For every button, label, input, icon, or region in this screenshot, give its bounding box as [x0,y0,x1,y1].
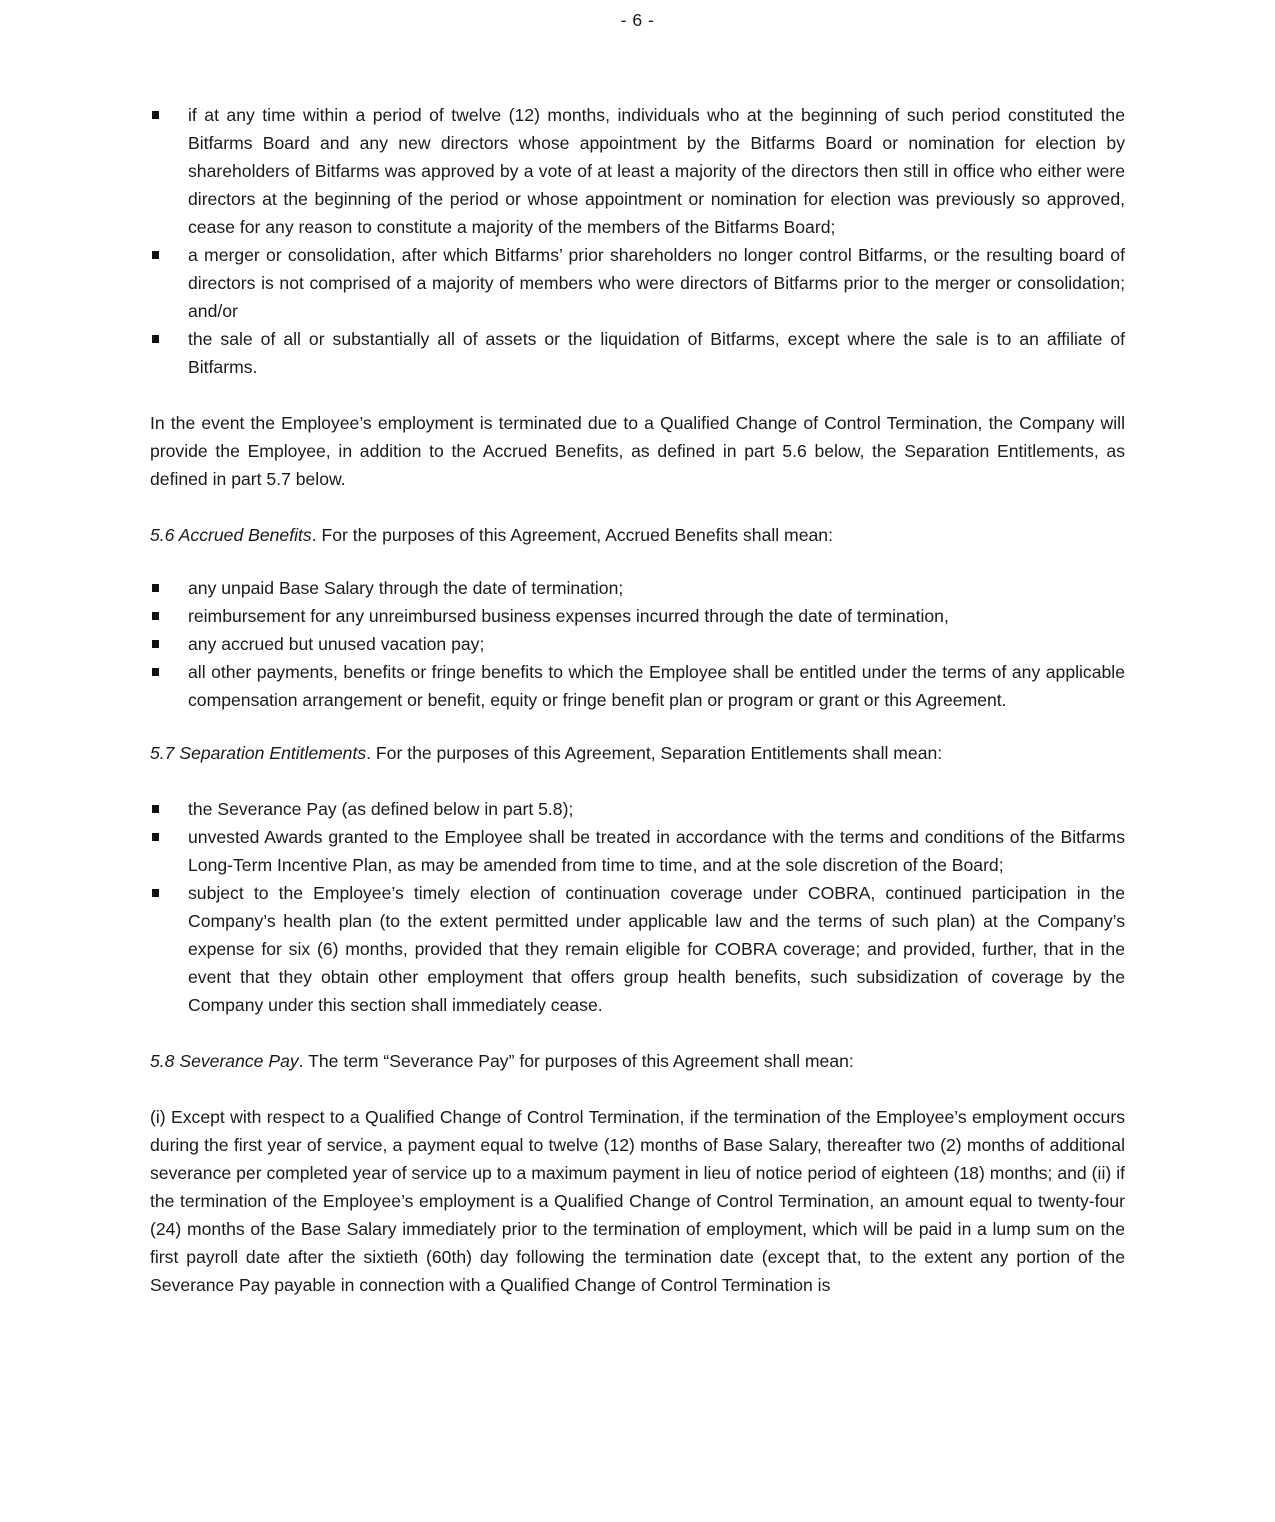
section-5-8-lead: . The term “Severance Pay” for purposes of this Agreement shall mean: [298,1051,854,1071]
list-item [150,879,1125,1019]
list-item [150,630,1125,658]
list-item-text: subject to the Employee’s timely election of continuation coverage under COBRA, continued participation in the Company’s health plan (to the extent permitted under applicable law and the terms of such plan) at the Company’s expense for six (6) months, provided that they remain eligible for COBRA coverage; and provided, further, that in the event that they obtain other employment that offers group health benefits, such subsidization of coverage by the Company under this section shall immediately cease. [188,883,1125,1015]
spacer [150,1019,1125,1047]
list-item [150,101,1125,241]
change-of-control-list [150,101,1125,381]
list-item-text: reimbursement for any unreimbursed business expenses incurred through the date of termination, [188,606,949,626]
list-item [150,795,1125,823]
list-item [150,325,1125,381]
square-bullet-icon [152,668,159,676]
section-5-7-heading [150,739,1125,767]
list-item-text: all other payments, benefits or fringe benefits to which the Employee shall be entitled under the terms of any applicable compensation arrangement or benefit, equity or fringe benefit plan or program or grant or this Agreement. [188,662,1125,710]
square-bullet-icon [152,111,159,119]
spacer [150,767,1125,795]
list-item [150,823,1125,879]
list-item-text: unvested Awards granted to the Employee shall be treated in accordance with the terms and conditions of the Bitfarms Long-Term Incentive Plan, as may be amended from time to time, and at the sole discretion of the Board; [188,827,1125,875]
separation-entitlements-list [150,795,1125,1019]
list-item-text: if at any time within a period of twelve (12) months, individuals who at the beginning of such period constituted the Bitfarms Board and any new directors whose appointment by the Bitfarms Board or nomination for election by shareholders of Bitfarms was approved by a vote of at least a majority of the directors then still in office who either were directors at the beginning of the period or whose appointment or nomination for election was previously so approved, cease for any reason to constitute a majority of the members of the Bitfarms Board; [188,105,1125,237]
section-5-6-lead: . For the purposes of this Agreement, Accrued Benefits shall mean: [311,525,833,545]
accrued-benefits-list [150,574,1125,714]
square-bullet-icon [152,833,159,841]
spacer [150,493,1125,521]
section-5-6-heading [150,521,1125,549]
square-bullet-icon [152,640,159,648]
severance-pay-paragraph: (i) Except with respect to a Qualified Change of Control Termination, if the termination of the Employee’s employment occurs during the first year of service, a payment equal to twelve (12) months of Base Salary, thereafter two (2) months of additional severance per completed year of service up to a maximum payment in lieu of notice period of eighteen (18) months; and (ii) if the termination of the Employee’s employment is a Qualified Change of Control Termination, an amount equal to twenty-four (24) months of the Base Salary immediately prior to the termination of employment, which will be paid in a lump sum on the first payroll date after the sixtieth (60th) day following the termination date (except that, to the extent any portion of the Severance Pay payable in connection with a Qualified Change of Control Termination is [150,1107,1125,1295]
list-item-text: the Severance Pay (as defined below in part 5.8); [188,799,574,819]
square-bullet-icon [152,889,159,897]
section-5-7-title: 5.7 Separation Entitlements [150,743,367,763]
spacer [150,714,1125,739]
spacer [150,549,1125,574]
list-item-text: a merger or consolidation, after which Bitfarms’ prior shareholders no longer control Bitfarms, or the resulting board of directors is not comprised of a majority of members who were directors of Bitfarms prior to the merger or consolidation; and/or [188,245,1125,321]
list-item-text: any unpaid Base Salary through the date of termination; [188,578,624,598]
document-body [150,101,1125,1299]
list-item [150,241,1125,325]
page-number: - 6 - [620,10,655,30]
square-bullet-icon [152,251,159,259]
square-bullet-icon [152,612,159,620]
list-item [150,574,1125,602]
section-5-8-title: 5.8 Severance Pay [150,1051,299,1071]
list-item [150,602,1125,630]
section-5-8-heading [150,1047,1125,1075]
list-item-text: any accrued but unused vacation pay; [188,634,485,654]
termination-paragraph: In the event the Employee’s employment is terminated due to a Qualified Change of Control Termination, the Company will provide the Employee, in addition to the Accrued Benefits, as defined in part 5.6 below, the Separation Entitlements, as defined in part 5.7 below. [150,413,1125,489]
square-bullet-icon [152,805,159,813]
square-bullet-icon [152,584,159,592]
square-bullet-icon [152,335,159,343]
section-5-7-lead: . For the purposes of this Agreement, Separation Entitlements shall mean: [366,743,943,763]
spacer [150,381,1125,409]
section-5-6-title: 5.6 Accrued Benefits [150,525,312,545]
list-item [150,658,1125,714]
spacer [150,1075,1125,1103]
list-item-text: the sale of all or substantially all of assets or the liquidation of Bitfarms, except where the sale is to an affiliate of Bitfarms. [188,329,1125,377]
